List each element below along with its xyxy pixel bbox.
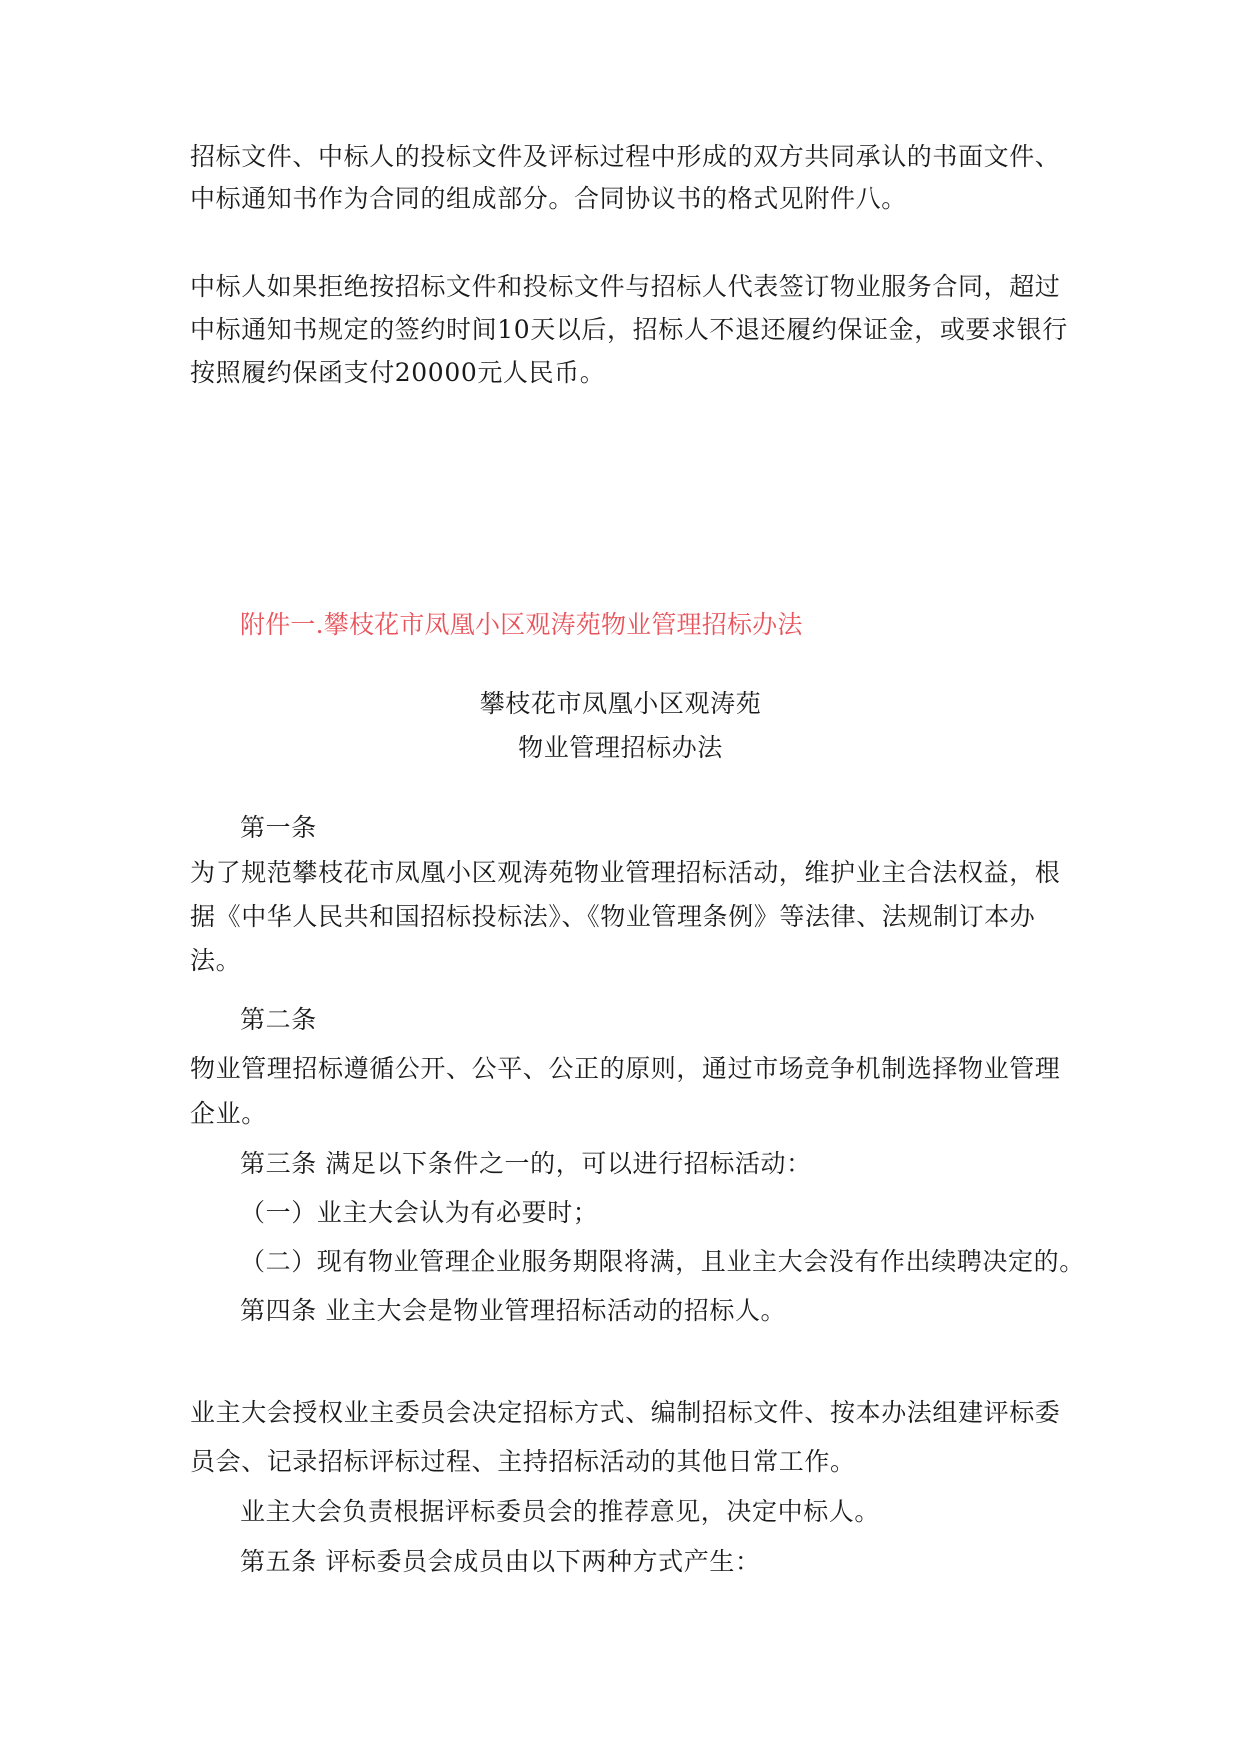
article-4-text2: 业主大会负责根据评标委员会的推荐意见，决定中标人。	[240, 1497, 881, 1526]
document-title-line1: 攀枝花市凤凰小区观涛苑	[479, 689, 762, 718]
article-4-line: 第四条 业主大会是物业管理招标活动的招标人。	[240, 1296, 787, 1325]
intro-para2-line1: 中标人如果拒绝按招标文件和投标文件与招标人代表签订物业服务合同，超过	[190, 272, 1061, 301]
article-2-text-line1: 物业管理招标遵循公开、公平、公正的原则，通过市场竞争机制选择物业管理	[190, 1054, 1061, 1083]
intro-para1-line2: 中标通知书作为合同的组成部分。合同协议书的格式见附件八。	[190, 184, 907, 213]
article-2-text-line2: 企业。	[190, 1099, 267, 1128]
article-5-line: 第五条 评标委员会成员由以下两种方式产生：	[240, 1547, 761, 1576]
article-1-text-line2: 据《中华人民共和国招标投标法》、《物业管理条例》等法律、法规制订本办	[190, 902, 1036, 931]
article-1-text-line3: 法。	[190, 946, 242, 975]
article-3-item-2: （二）现有物业管理企业服务期限将满，且业主大会没有作出续聘决定的。	[240, 1247, 1085, 1276]
article-2-label: 第二条	[240, 1005, 317, 1034]
article-3-item-1: （一）业主大会认为有必要时；	[240, 1198, 599, 1227]
article-4-text-line1: 业主大会授权业主委员会决定招标方式、编制招标文件、按本办法组建评标委	[190, 1398, 1061, 1427]
article-3-line: 第三条 满足以下条件之一的，可以进行招标活动：	[240, 1149, 812, 1178]
intro-para2-line2: 中标通知书规定的签约时间10天以后，招标人不退还履约保证金，或要求银行	[190, 315, 1068, 344]
attachment-heading: 附件一.攀枝花市凤凰小区观涛苑物业管理招标办法	[240, 610, 803, 639]
intro-para2-line3: 按照履约保函支付20000元人民币。	[190, 358, 606, 387]
intro-para1-line1: 招标文件、中标人的投标文件及评标过程中形成的双方共同承认的书面文件、	[190, 142, 1061, 171]
article-4-text-line2: 员会、记录招标评标过程、主持招标活动的其他日常工作。	[190, 1447, 856, 1476]
article-1-text-line1: 为了规范攀枝花市凤凰小区观涛苑物业管理招标活动，维护业主合法权益，根	[190, 858, 1061, 887]
document-title-line2: 物业管理招标办法	[518, 733, 723, 762]
article-1-label: 第一条	[240, 813, 317, 842]
